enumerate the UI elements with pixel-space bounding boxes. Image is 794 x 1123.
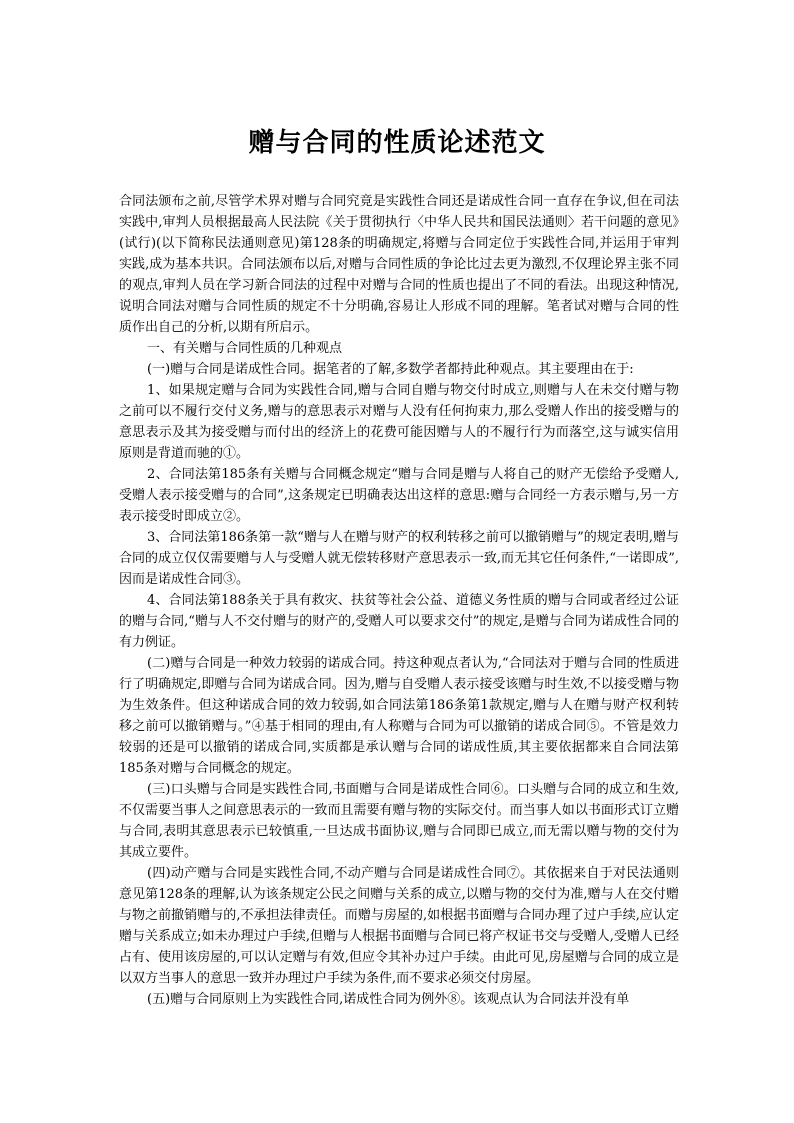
paragraph: 一、有关赠与合同性质的几种观点 (147, 341, 343, 356)
document-body (119, 191, 679, 1010)
paragraph: (二)赠与合同是一种效力较弱的诺成合同。持这种观点者认为,“合同法对于赠与合同的性质进行了明确规定,即赠与合同为诺成合同。因为,赠与自受赠人表示接受该赠与时生效,不以接受赠与物为生效条件。但这种诺成合同的效力较弱,如合同法第186条第1款规定,赠与人在赠与财产权利转移之前可以撤销赠与。”④基于相同的理由,有人称赠与合同为可以撤销的诺成合同⑤。不管是效力较弱的还是可以撤销的诺成合同,实质都是承认赠与合同的诺成性质,其主要依据都来自合同法第185条对赠与合同概念的规定。 (119, 656, 679, 776)
paragraph: (三)口头赠与合同是实践性合同,书面赠与合同是诺成性合同⑥。口头赠与合同的成立和生效,不仅需要当事人之间意思表示的一致而且需要有赠与物的实际交付。而当事人如以书面形式订立赠与合同,表明其意思表示已较慎重,一旦达成书面协议,赠与合同即已成立,而无需以赠与物的交付为其成立要件。 (119, 782, 679, 860)
paragraph: 1、如果规定赠与合同为实践性合同,赠与合同自赠与物交付时成立,则赠与人在未交付赠与物之前可以不履行交付义务,赠与的意思表示对赠与人没有任何拘束力,那么受赠人作出的接受赠与的意思表示及其为接受赠与而付出的经济上的花费可能因赠与人的不履行行为而落空,这与诚实信用原则是背道而驰的①。 (119, 383, 679, 461)
document-title: 赠与合同的性质论述范文 (248, 128, 546, 158)
paragraph: (一)赠与合同是诺成性合同。据笔者的了解,多数学者都持此种观点。其主要理由在于: (147, 362, 634, 377)
paragraph: 4、合同法第188条关于具有救灾、扶贫等社会公益、道德义务性质的赠与合同或者经过公证的赠与合同,“赠与人不交付赠与的财产的,受赠人可以要求交付”的规定,是赠与合同为诺成性合同的有力例证。 (119, 593, 679, 650)
paragraph: 合同法颁布之前,尽管学术界对赠与合同究竟是实践性合同还是诺成性合同一直存在争议,但在司法实践中,审判人员根据最高人民法院《关于贯彻执行〈中华人民共和国民法通则〉若干问题的意见》(试行)(以下简称民法通则意见)第128条的明确规定,将赠与合同定位于实践性合同,并运用于审判实践,成为基本共识。合同法颁布以后,对赠与合同性质的争论比过去更为激烈,不仅理论界主张不同的观点,审判人员在学习新合同法的过程中对赠与合同的性质也提出了不同的看法。出现这种情况,说明合同法对赠与合同性质的规定不十分明确,容易让人形成不同的理解。笔者试对赠与合同的性质作出自己的分析,以期有所启示。 (119, 194, 679, 335)
paragraph: 3、合同法第186条第一款“赠与人在赠与财产的权利转移之前可以撤销赠与”的规定表明,赠与合同的成立仅仅需要赠与人与受赠人就无偿转移财产意思表示一致,而无其它任何条件,“一诺即成”,因而是诺成性合同③。 (119, 530, 679, 587)
paragraph: 2、合同法第185条有关赠与合同概念规定“赠与合同是赠与人将自己的财产无偿给予受赠人,受赠人表示接受赠与的合同”,这条规定已明确表达出这样的意思:赠与合同经一方表示赠与,另一方表示接受时即成立②。 (119, 467, 679, 524)
paragraph: (五)赠与合同原则上为实践性合同,诺成性合同为例外⑧。该观点认为合同法并没有单 (147, 992, 630, 1007)
paragraph: (四)动产赠与合同是实践性合同,不动产赠与合同是诺成性合同⑦。其依据来自于对民法通则意见第128条的理解,认为该条规定公民之间赠与关系的成立,以赠与物的交付为准,赠与人在交付赠与物之前撤销赠与的,不承担法律责任。而赠与房屋的,如根据书面赠与合同办理了过户手续,应认定赠与关系成立;如未办理过户手续,但赠与人根据书面赠与合同已将产权证书交与受赠人,受赠人已经占有、使用该房屋的,可以认定赠与有效,但应令其补办过户手续。由此可见,房屋赠与合同的成立是以双方当事人的意思一致并办理过户手续为条件,而不要求必须交付房屋。 (119, 866, 679, 986)
